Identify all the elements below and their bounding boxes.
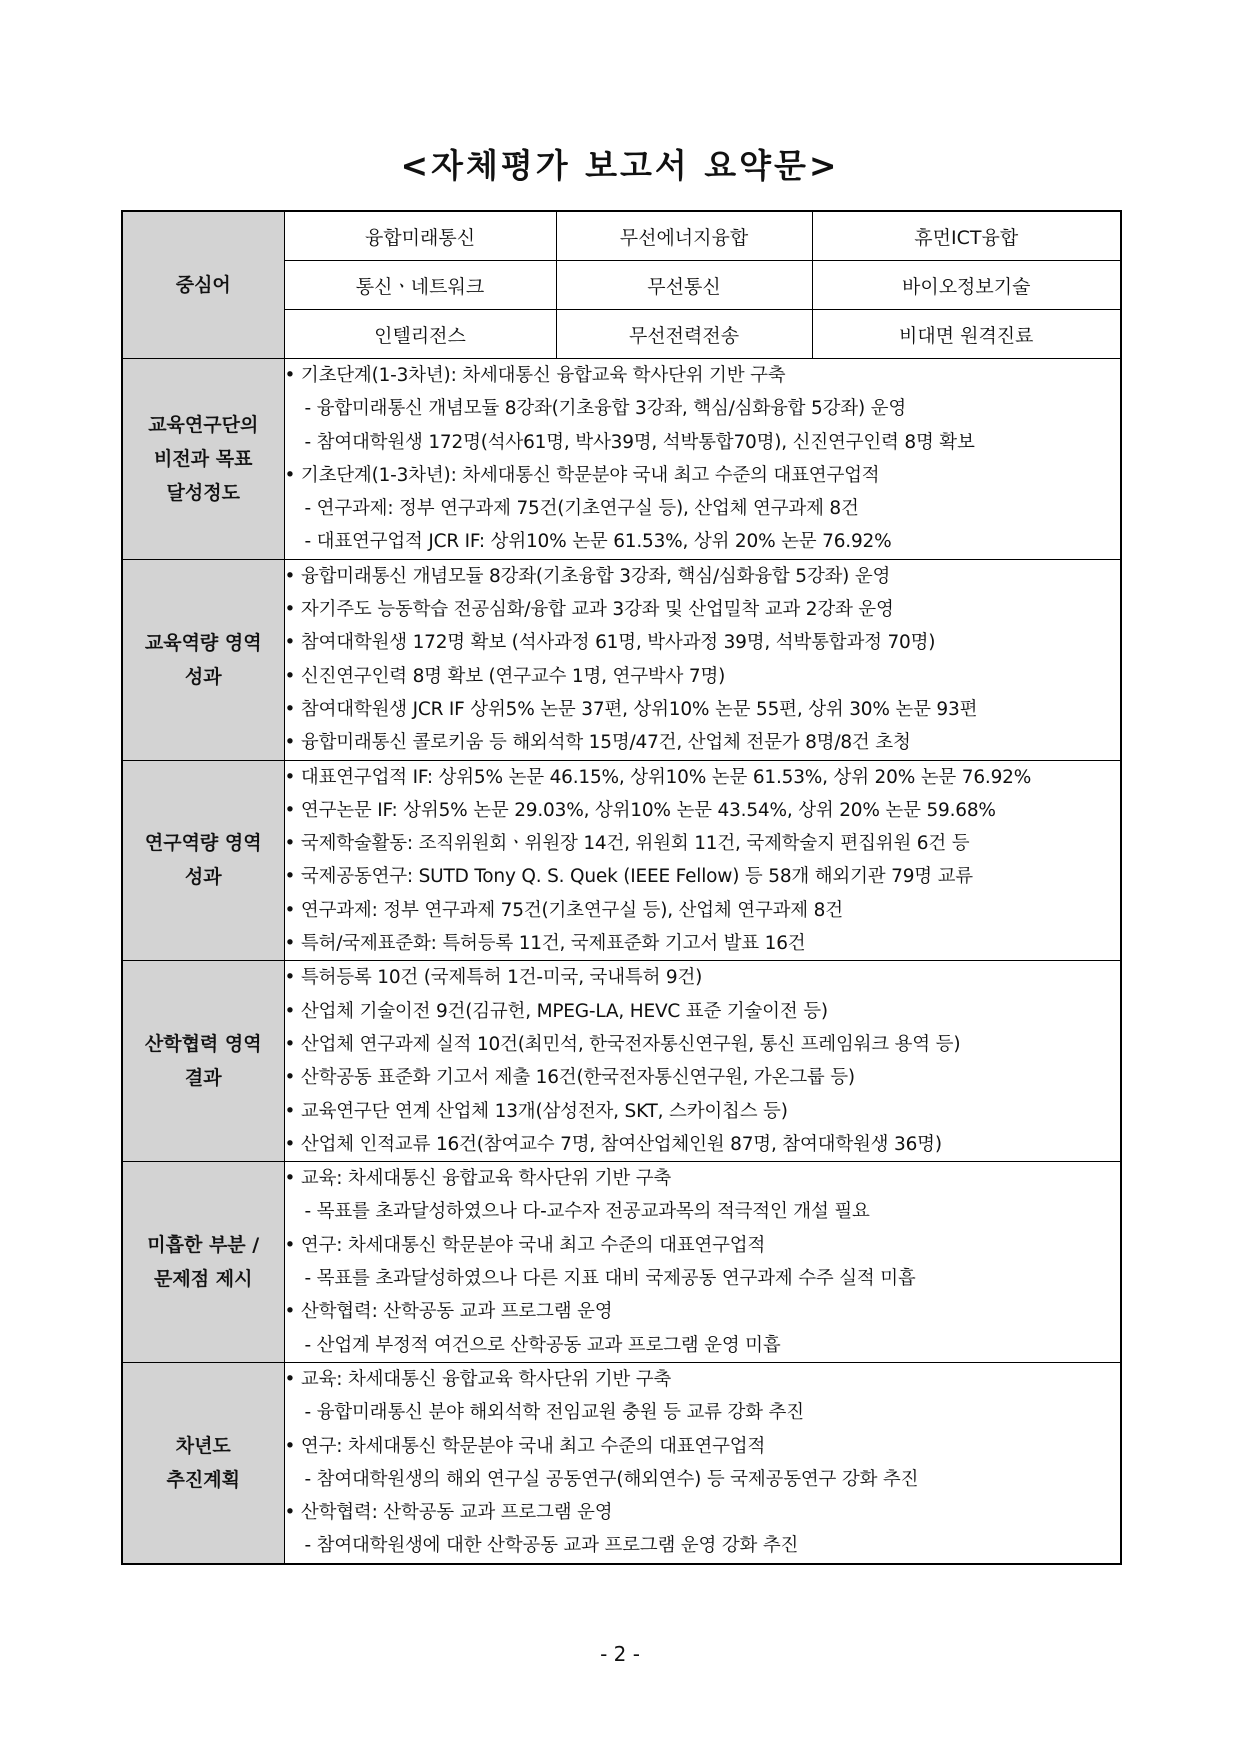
keyword-cell: 무선에너지융합 [556, 211, 812, 261]
summary-table [121, 210, 1122, 1565]
section-content [284, 760, 1121, 961]
section-content [284, 1362, 1121, 1563]
keyword-cell: 무선전력전송 [556, 310, 812, 359]
bullet-line: • 참여대학원생 172명 확보 (석사과정 61명, 박사과정 39명, 석박통합과정 70명) [284, 632, 936, 654]
bullet-line: • 산업체 기술이전 9건(김규헌, MPEG-LA, HEVC 표준 기술이전 등) [284, 1000, 828, 1022]
bullet-line: • 국제학술활동: 조직위원회ㆍ위원장 14건, 위원회 11건, 국제학술지 편집위원 6건 등 [284, 833, 970, 855]
summary-table-body [122, 211, 1121, 1564]
section-label-line: 비전과 목표 [154, 447, 253, 470]
detail-line: - 융합미래통신 분야 해외석학 전임교원 충원 등 교류 강화 추진 [304, 1402, 804, 1424]
section-row [122, 359, 1121, 560]
bullet-line: • 국제공동연구: SUTD Tony Q. S. Quek (IEEE Fellow) 등 58개 해외기관 79명 교류 [284, 866, 973, 888]
bullet-line: • 연구: 차세대통신 학문분야 국내 최고 수준의 대표연구업적 [284, 1435, 766, 1457]
section-label-line: 산학협력 영역 [144, 1033, 262, 1056]
section-label-line: 달성정도 [166, 481, 240, 504]
page-number: - 2 - [600, 1642, 640, 1666]
bullet-line: • 대표연구업적 IF: 상위5% 논문 46.15%, 상위10% 논문 61.53%, 상위 20% 논문 76.92% [284, 766, 1032, 788]
detail-line: - 목표를 초과달성하였으나 다른 지표 대비 국제공동 연구과제 수주 실적 미흡 [304, 1268, 916, 1290]
bullet-line: • 특허/국제표준화: 특허등록 11건, 국제표준화 기고서 발표 16건 [284, 933, 806, 955]
section-row [122, 559, 1121, 760]
section-label [122, 1362, 284, 1563]
section-content [284, 559, 1121, 760]
keywords-label: 중심어 [122, 211, 284, 359]
bullet-line: • 산업체 연구과제 실적 10건(최민석, 한국전자통신연구원, 통신 프레임워크 용역 등) [284, 1033, 961, 1055]
section-row [122, 961, 1121, 1162]
section-label-line: 연구역량 영역 [144, 832, 262, 855]
keyword-cell: 바이오정보기술 [812, 261, 1121, 310]
bullet-line: • 융합미래통신 개념모듈 8강좌(기초융합 3강좌, 핵심/심화융합 5강좌) 운영 [284, 565, 891, 587]
section-content [284, 961, 1121, 1162]
detail-line: - 참여대학원생에 대한 산학공동 교과 프로그램 운영 강화 추진 [304, 1535, 799, 1557]
keyword-cell: 비대면 원격진료 [812, 310, 1121, 359]
bullet-line: • 산학협력: 산학공동 교과 프로그램 운영 [284, 1502, 613, 1524]
section-label-line: 교육역량 영역 [144, 631, 262, 654]
bullet-line: • 연구: 차세대통신 학문분야 국내 최고 수준의 대표연구업적 [284, 1234, 766, 1256]
section-row [122, 760, 1121, 961]
bullet-line: • 교육연구단 연계 산업체 13개(삼성전자, SKT, 스카이칩스 등) [284, 1100, 788, 1122]
keyword-cell: 통신ㆍ네트워크 [284, 261, 556, 310]
bullet-line: • 연구논문 IF: 상위5% 논문 29.03%, 상위10% 논문 43.54%, 상위 20% 논문 59.68% [284, 799, 996, 821]
bullet-line: • 기초단계(1-3차년): 차세대통신 학문분야 국내 최고 수준의 대표연구업적 [284, 464, 880, 486]
section-label-line: 미흡한 부분 / [147, 1234, 260, 1257]
section-label-line: 추진계획 [166, 1468, 240, 1491]
section-label [122, 359, 284, 560]
keyword-cell: 휴먼ICT융합 [812, 211, 1121, 261]
keyword-cell: 융합미래통신 [284, 211, 556, 261]
bullet-line: • 교육: 차세대통신 융합교육 학사단위 기반 구축 [284, 1168, 672, 1190]
bullet-line: • 산학협력: 산학공동 교과 프로그램 운영 [284, 1301, 613, 1323]
bullet-line: • 특허등록 10건 (국제특허 1건-미국, 국내특허 9건) [284, 967, 703, 989]
detail-line: - 참여대학원생 172명(석사61명, 박사39명, 석박통합70명), 신진연구인력 8명 확보 [304, 431, 975, 453]
section-label-line: 교육연구단의 [148, 413, 259, 436]
keyword-row [122, 211, 1121, 261]
detail-line: - 대표연구업적 JCR IF: 상위10% 논문 61.53%, 상위 20% 논문 76.92% [304, 531, 892, 553]
section-label-line: 성과 [184, 866, 222, 889]
detail-line: - 융합미래통신 개념모듈 8강좌(기초융합 3강좌, 핵심/심화융합 5강좌) 운영 [304, 398, 906, 420]
detail-line: - 참여대학원생의 해외 연구실 공동연구(해외연수) 등 국제공동연구 강화 추진 [304, 1468, 919, 1490]
bullet-line: • 산업체 인적교류 16건(참여교수 7명, 참여산업체인원 87명, 참여대학원생 36명) [284, 1133, 942, 1155]
section-label [122, 559, 284, 760]
section-label [122, 961, 284, 1162]
section-content [284, 359, 1121, 560]
detail-line: - 목표를 초과달성하였으나 다-교수자 전공교과목의 적극적인 개설 필요 [304, 1201, 870, 1223]
section-label-line: 차년도 [175, 1434, 231, 1457]
detail-line: - 산업계 부정적 여건으로 산학공동 교과 프로그램 운영 미흡 [304, 1334, 781, 1356]
section-row [122, 1162, 1121, 1363]
bullet-line: • 신진연구인력 8명 확보 (연구교수 1명, 연구박사 7명) [284, 665, 726, 687]
keyword-cell: 인텔리전스 [284, 310, 556, 359]
section-content [284, 1162, 1121, 1363]
bullet-line: • 참여대학원생 JCR IF 상위5% 논문 37편, 상위10% 논문 55편, 상위 30% 논문 93편 [284, 698, 978, 720]
bullet-line: • 교육: 차세대통신 융합교육 학사단위 기반 구축 [284, 1368, 672, 1390]
detail-line: - 연구과제: 정부 연구과제 75건(기초연구실 등), 산업체 연구과제 8건 [304, 498, 859, 520]
section-label-line: 성과 [184, 665, 222, 688]
section-label [122, 1162, 284, 1363]
section-label-line: 결과 [184, 1067, 222, 1090]
bullet-line: • 연구과제: 정부 연구과제 75건(기초연구실 등), 산업체 연구과제 8건 [284, 899, 843, 921]
bullet-line: • 기초단계(1-3차년): 차세대통신 융합교육 학사단위 기반 구축 [284, 365, 786, 386]
bullet-line: • 융합미래통신 콜로키움 등 해외석학 15명/47건, 산업체 전문가 8명/8건 초청 [284, 732, 911, 754]
bullet-line: • 자기주도 능동학습 전공심화/융합 교과 3강좌 및 산업밀착 교과 2강좌 운영 [284, 599, 894, 621]
bullet-line: • 산학공동 표준화 기고서 제출 16건(한국전자통신연구원, 가온그룹 등) [284, 1067, 855, 1089]
section-label-line: 문제점 제시 [154, 1268, 253, 1291]
section-row [122, 1362, 1121, 1563]
section-label [122, 760, 284, 961]
keyword-cell: 무선통신 [556, 261, 812, 310]
page-title: <자체평가 보고서 요약문> [400, 146, 840, 185]
